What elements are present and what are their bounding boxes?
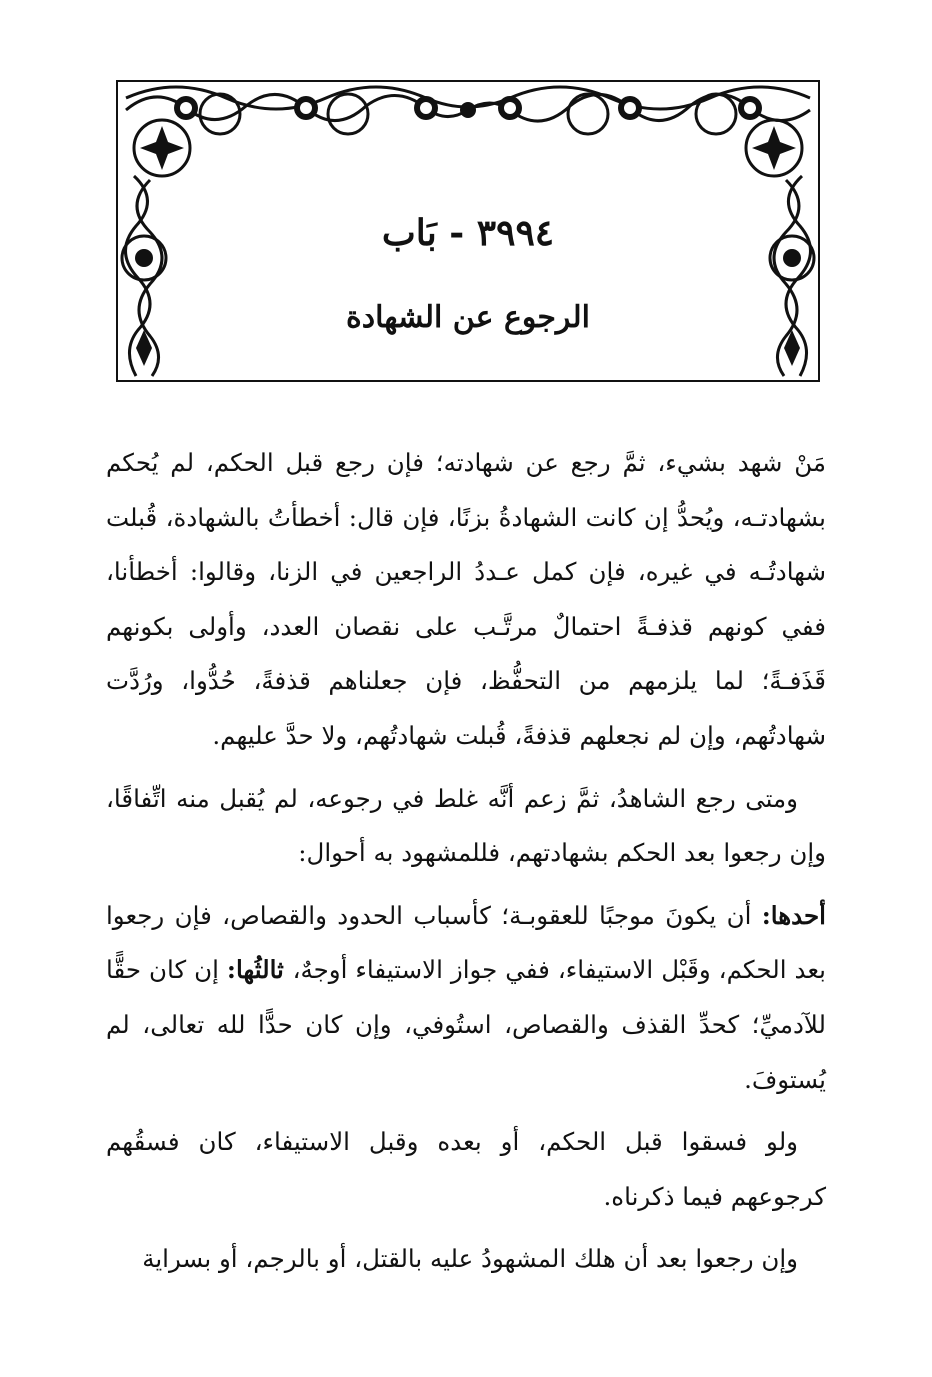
- paragraph-3-lead-2: ثالثُها:: [226, 955, 293, 985]
- paragraph-1-text: مَنْ شهد بشيء، ثمَّ رجع عن شهادته؛ فإن رجع قبل الحكم، لم يُحكم بشهادتـه، ويُحدُّ إن كانت الشهادةُ بزنًا، فإن قال: أخطأتُ بالشهادة، قُبلت شهادتُـه في غيره، فإن كمل عـددُ الراجعين في الزنا، وقالوا: أخطأنا، ففي كونهم قذفـةً احتمالٌ مرتَّـب على نقصان العدد، وأولى بكونهم قَذَفـةً؛ لما يلزمهم من التحفُّظ، فإن جعلناهم قذفةً، حُدُّوا، ورُدَّت شهادتُهم، وإن لم نجعلهم قذفةً، قُبلت شهادتُهم، ولا حدَّ عليهم.: [106, 448, 826, 750]
- paragraph-1: [106, 436, 826, 764]
- chapter-subtitle: الرجوع عن الشهادة: [346, 300, 590, 335]
- paragraph-3-text: أن يكونَ موجبًا للعقوبـة؛ كأسباب الحدود والقصاص، فإن رجعوا بعد الحكم، وقَبْل الاستيفاء، ففي جواز الاستيفاء أوجهٌ،: [106, 900, 826, 985]
- paragraph-3: [106, 889, 826, 1107]
- paragraph-5: [106, 1232, 826, 1287]
- paragraph-5-text: وإن رجعوا بعد أن هلك المشهودُ عليه بالقتل، أو بالرجم، أو بسراية: [142, 1244, 798, 1274]
- paragraph-4: [106, 1115, 826, 1224]
- paragraph-3-lead: أحدها:: [761, 900, 826, 930]
- paragraph-4-text: ولو فسقوا قبل الحكم، أو بعده وقبل الاستيفاء، كان فسقُهم كرجوعهم فيما ذكرناه.: [106, 1127, 826, 1211]
- paragraph-3-text-2: إن كان حقًّا للآدميِّ؛ كحدِّ القذف والقصاص، استُوفي، وإن كان حدًّا لله تعالى، لم يُستوفَ.: [106, 955, 826, 1094]
- paragraph-2-text: ومتى رجع الشاهدُ، ثمَّ زعم أنَّه غلط في رجوعه، لم يُقبل منه اتِّفاقًا، وإن رجعوا بعد الحكم بشهادتهم، فللمشهود به أحوال:: [106, 783, 826, 868]
- paragraph-2: [106, 772, 826, 881]
- body-text: [106, 436, 826, 1295]
- chapter-title: ٣٩٩٤ - بَاب: [381, 212, 555, 254]
